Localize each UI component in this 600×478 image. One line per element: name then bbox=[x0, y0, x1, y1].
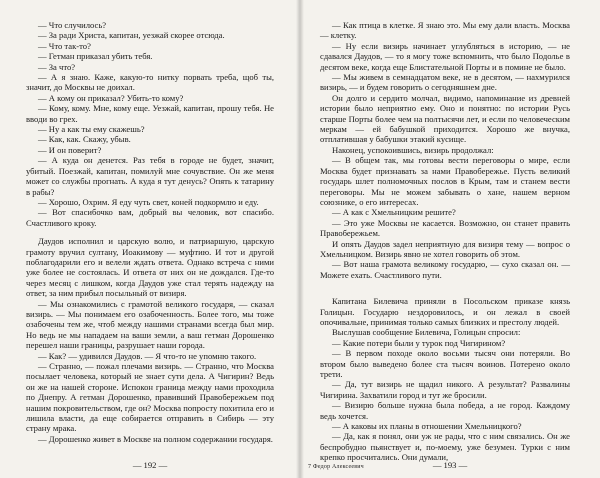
left-paragraph: — Как, как. Скажу, убыв. bbox=[38, 134, 131, 145]
right-paragraph: — А как с Хмельницким решите? bbox=[332, 207, 456, 218]
right-paragraph: — А каковы их планы в отношении Хмельницкого? bbox=[332, 421, 522, 432]
right-page bbox=[300, 0, 600, 478]
right-paragraph: — Визирю больше нужна была победа, а не город. Каждому ведь хочется. bbox=[320, 400, 570, 421]
left-paragraph: — Странно, — пожал плечами визирь. — Странно, что Москва посылает человека, который не знает сути дела. А Чигирин? Ведь он же на нашей стороне. Испокон граница между нами проходила по Днепру. А гетман Дорошенко, правивший Правобережьем под нашим покровительством, где он? Москва попросту похитила его и лишила власти, да еще собирается отправить в Сибирь — эту страну мрака. bbox=[26, 361, 274, 434]
right-paragraph: Он долго и сердито молчал, видимо, напоминание из древней истории было неприятно ему. Оно и понятно: по истории Русь старше Порты более чем на полтысячи лет, и если по человеческим меркам — ей бабушкой приходится. Хорошо же внучка, отплатившая у бабушки этакий кусище. bbox=[320, 92, 570, 145]
left-paragraph: — А я знаю. Каже, какую-то нитку порвать треба, щоб ты, значит, до Москвы не доихал. bbox=[26, 72, 274, 93]
right-paragraph: — Как птица в клетке. Я знаю это. Мы ему дали власть. Москва — клетку. bbox=[320, 20, 570, 41]
right-paragraph: — Мы живем в семнадцатом веке, не в десятом, — нахмурился визирь, — и будем говорить о сегодняшнем дне. bbox=[320, 72, 570, 93]
right-paragraph: — В общем так, мы готовы вести переговоры о мире, если Москва будет признавать за нами Правобережье. Пусть великий государь шлет полномочных послов в Крым, там и станем вести переговоры. Мы не можем забывать о хане, нашем верном союзнике, о его интересах. bbox=[320, 155, 570, 207]
right-paragraph: Выслушав сообщение Билевича, Голицын спросил: bbox=[332, 327, 521, 338]
right-paragraph: — Ну если визирь начинает углубляться в историю, — не сдавался Даудов, — то я могу тоже вспомнить, что было Подолье в десятом веке, когда еще Блистательной Порты и в помине не было. bbox=[320, 40, 570, 72]
left-page-number bbox=[0, 460, 300, 470]
left-paragraph: — А кому он приказал? Убить-то кому? bbox=[38, 92, 184, 103]
left-page-text-column bbox=[26, 20, 274, 444]
left-paragraph: Даудов исполнил и царскую волю, и патриаршую, царскую грамоту вручил султану, Иоакимову — муфтию. И тот и другой поблагодарили его и велели ждать ответа. Однако встреча с ними уже более не состоялась. И ответа от них он не дождался. Где-то через месяц с лишком, когда Даудов уже стал терять надежду на ответ, за ним прибыл посыльный от визиря. bbox=[26, 236, 274, 299]
left-paragraph: — Хорошо, Охрим. Я еду чуть свет, коней подкормлю и еду. bbox=[38, 196, 259, 207]
right-paragraph: — Это уже Москвы не касается. Возможно, он станет править Правобережьем. bbox=[320, 217, 570, 239]
left-paragraph: — За что? bbox=[38, 61, 76, 72]
printer-signature-mark: 7 Федор Алексеевич bbox=[308, 464, 364, 470]
left-paragraph: — И он поверит? bbox=[38, 144, 102, 155]
left-paragraph: — Кому, кому. Мне, кому еще. Уезжай, капитан, прошу тебя. Не вводи во грех. bbox=[26, 103, 274, 124]
left-paragraph: — Мы ознакомились с грамотой великого государя, — сказал визирь. — Мы понимаем его озабоченность. Более того, мы тоже озабочены тем же, чтоб между нашими странами всегда был мир. Но ведь не мы нападаем на ваши земли, а ваш гетман Дорошенко перешел наши границы, разрушает наши города. bbox=[26, 298, 274, 351]
left-paragraph: — Вот спасибочко вам, добрый вы человик, вот спасибо. Счастливого кроку. bbox=[26, 207, 274, 228]
right-paragraph: — Какие потери были у турок под Чигирином? bbox=[332, 337, 506, 348]
right-page-text-column bbox=[320, 20, 570, 463]
left-paragraph: — А куда он денется. Раз тебя в городе не будет, значит, убитый. Поезжай, капитан, помилуй мне сочувствие. Он же меня может со службы прогнать. А куда я тут денусь? Опять к татарину в рабы? bbox=[26, 155, 274, 197]
right-page-number-text: — 193 — bbox=[432, 460, 468, 470]
left-paragraph: — Что так-то? bbox=[38, 40, 91, 51]
right-paragraph: — Да, как я понял, они уж не рады, что с ним связались. Он же беспробудно пьянствует и, по-моему, уже безумен. Турки с ним крепко просчитались. Они думали, bbox=[320, 431, 570, 463]
left-paragraph: — Дорошенко живет в Москве на полном содержании государя. bbox=[38, 433, 273, 444]
left-paragraph: — Ну а как ты ему скажешь? bbox=[38, 124, 145, 135]
left-paragraph: — Как? — удивился Даудов. — Я что-то не упомню такого. bbox=[38, 350, 257, 361]
right-paragraph: — В первом походе около восьми тысяч они потеряли. Во втором было выведено более ста тысяч воинов. Потерено около трети. bbox=[320, 348, 570, 379]
left-paragraph: — Что случилось? bbox=[38, 20, 107, 30]
left-paragraph: — За ради Христа, капитан, уезжай скорее отсюда. bbox=[38, 30, 225, 41]
left-page-number-text: — 192 — bbox=[132, 460, 168, 470]
right-paragraph: — Да, тут визирь не щадил никого. А результат? Развалины Чигирина. Захватили город и тут же бросили. bbox=[320, 379, 570, 400]
left-paragraph: — Гетман приказал убить тебя. bbox=[38, 51, 153, 62]
right-paragraph: И опять Даудов задел неприятную для визиря тему — вопрос о Хмельницком. Визирь явно не хотел говорить об этом. bbox=[320, 238, 570, 259]
right-paragraph: — Вот наша грамота великому государю, — сухо сказал он. — Можете ехать. Счастливого пути. bbox=[320, 259, 570, 280]
right-paragraph: Наконец, успокоившись, визирь продолжал: bbox=[332, 144, 494, 155]
right-paragraph: Капитана Билевича приняли в Посольском приказе князь Голицын. Государю нездоровилось, и он лежал в своей опочивальне, принимая только самых близких и престолу людей. bbox=[320, 296, 570, 327]
right-page-number bbox=[300, 460, 600, 470]
